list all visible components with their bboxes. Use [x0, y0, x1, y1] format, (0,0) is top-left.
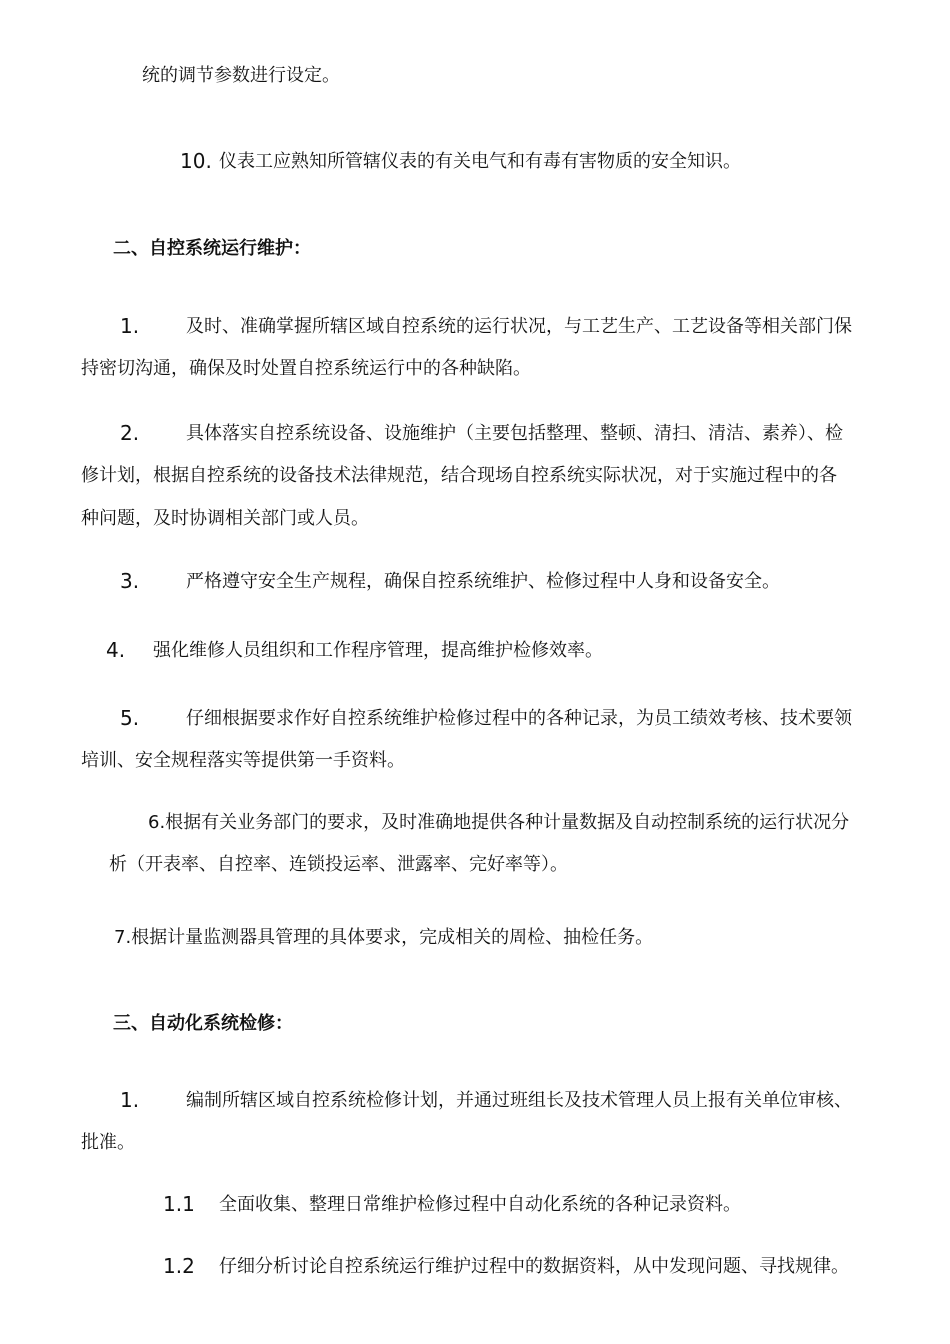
s2-item-6-line-1: 6.根据有关业务部门的要求，及时准确地提供各种计量数据及自动控制系统的运行状况分: [148, 812, 850, 833]
s2-item-6-line-2: 析（开表率、自控率、连锁投运率、泄露率、完好率等）。: [109, 854, 568, 875]
section-2-heading: 二、自控系统运行维护：: [113, 238, 311, 259]
s2-item-3-number: 3.: [120, 569, 140, 593]
s2-item-4-line-1: 强化维修人员组织和工作程序管理，提高维护检修效率。: [153, 640, 603, 661]
s2-item-1-line-1: 及时、准确掌握所辖区域自控系统的运行状况，与工艺生产、工艺设备等相关部门保: [186, 316, 852, 337]
s2-item-2-line-2: 修计划，根据自控系统的设备技术法律规范，结合现场自控系统实际状况，对于实施过程中的各: [81, 465, 837, 486]
s2-item-5-line-2: 培训、安全规程落实等提供第一手资料。: [81, 750, 405, 771]
s2-item-1-line-2: 持密切沟通，确保及时处置自控系统运行中的各种缺陷。: [81, 358, 531, 379]
paragraph-continuation: 统的调节参数进行设定。: [142, 65, 340, 86]
s3-item-1-2-number: 1.2: [163, 1254, 195, 1278]
s2-item-1-number: 1.: [120, 314, 140, 338]
s2-item-3-line-1: 严格遵守安全生产规程，确保自控系统维护、检修过程中人身和设备安全。: [186, 571, 780, 592]
section-3-heading: 三、自动化系统检修：: [113, 1013, 293, 1034]
s3-item-1-1-number: 1.1: [163, 1192, 195, 1216]
s2-item-2-line-1: 具体落实自控系统设备、设施维护（主要包括整理、整顿、清扫、清洁、素养）、检: [186, 423, 843, 444]
s2-item-7-line-1: 7.根据计量监测器具管理的具体要求，完成相关的周检、抽检任务。: [114, 927, 654, 948]
s3-item-1-line-2: 批准。: [81, 1132, 135, 1153]
s3-item-1-line-1: 编制所辖区域自控系统检修计划，并通过班组长及技术管理人员上报有关单位审核、: [186, 1090, 852, 1111]
s3-item-1-1-line-1: 全面收集、整理日常维护检修过程中自动化系统的各种记录资料。: [219, 1194, 741, 1215]
item-10-text: 仪表工应熟知所管辖仪表的有关电气和有毒有害物质的安全知识。: [219, 151, 741, 172]
s2-item-5-line-1: 仔细根据要求作好自控系统维护检修过程中的各种记录，为员工绩效考核、技术要领: [186, 708, 852, 729]
s2-item-2-line-3: 种问题，及时协调相关部门或人员。: [81, 508, 369, 529]
item-10-number: 10.: [180, 149, 212, 173]
s2-item-5-number: 5.: [120, 706, 140, 730]
s3-item-1-number: 1.: [120, 1088, 140, 1112]
s2-item-4-number: 4.: [106, 638, 126, 662]
s2-item-2-number: 2.: [120, 421, 140, 445]
s3-item-1-2-line-1: 仔细分析讨论自控系统运行维护过程中的数据资料，从中发现问题、寻找规律。: [219, 1256, 849, 1277]
